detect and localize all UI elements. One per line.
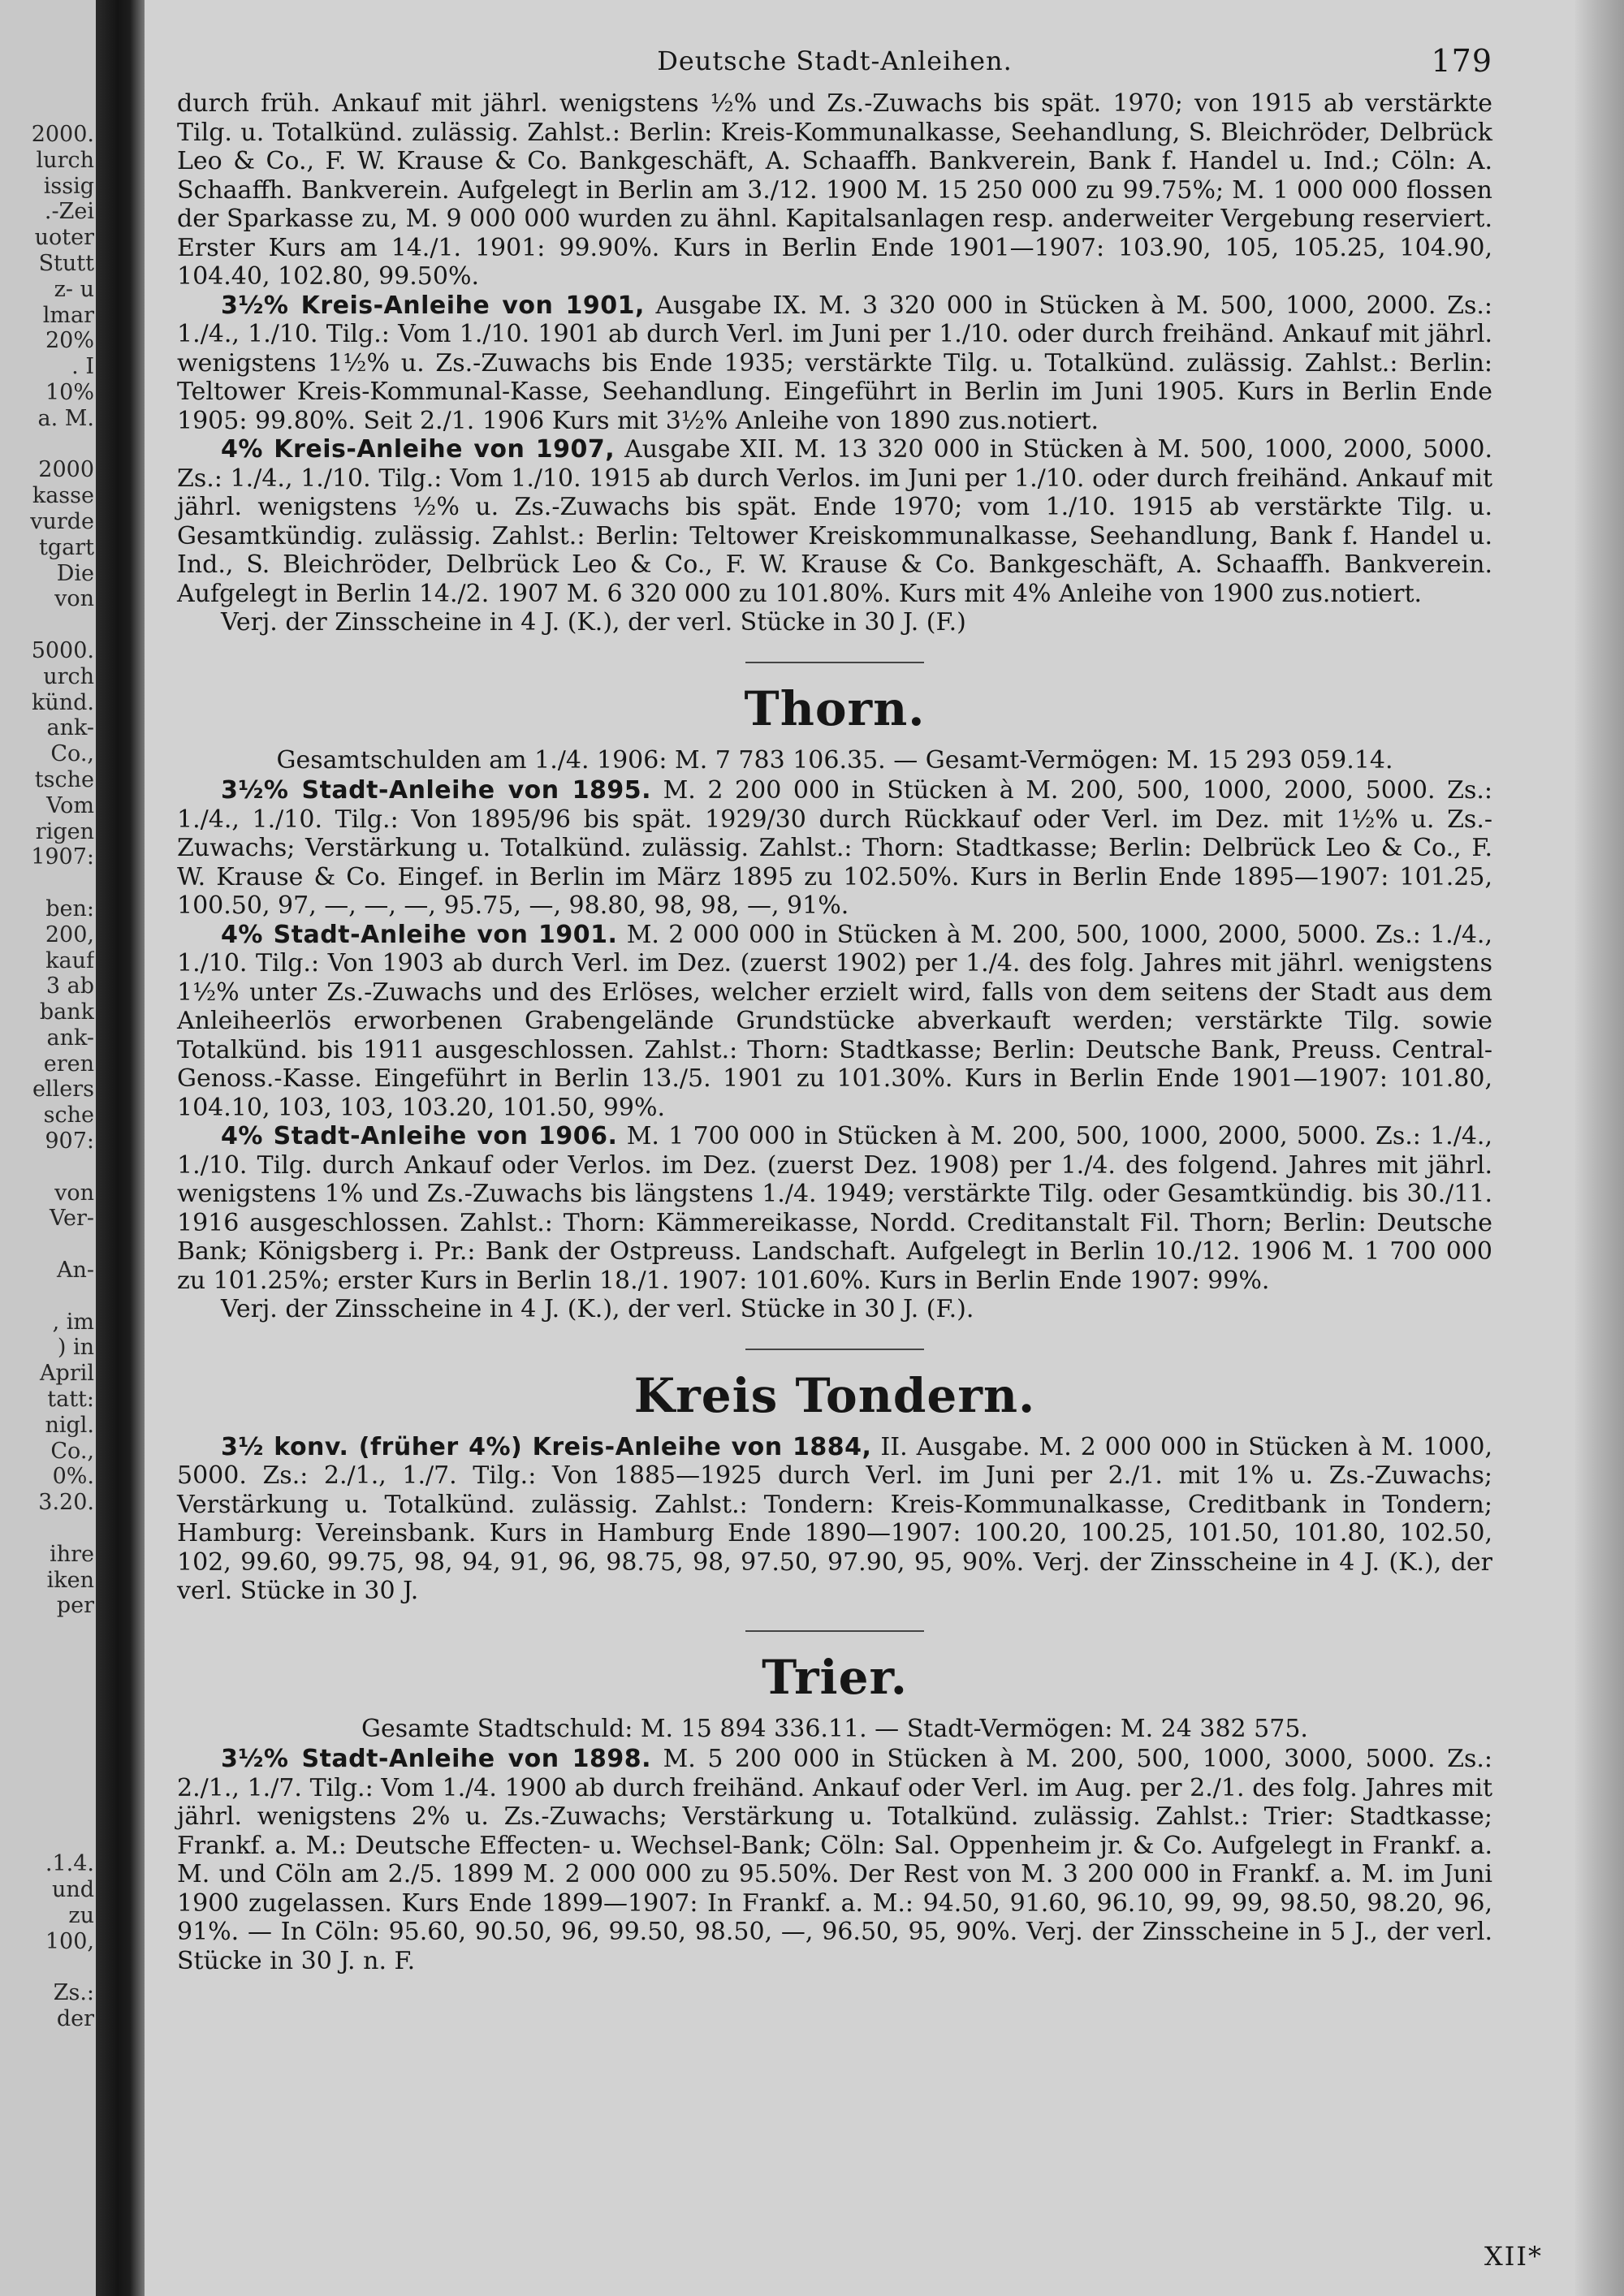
section-divider xyxy=(745,1630,924,1632)
left-page-fragment xyxy=(3,1645,94,1671)
left-page-fragment: sche xyxy=(43,1103,94,1129)
left-page-fragment xyxy=(3,1284,94,1310)
left-page-fragment: rigen xyxy=(35,818,94,844)
loan-text: M. 5 200 000 in Stücken à M. 200, 500, 1000, 3000, 5000. Zs.: 2./1., 1./7. Tilg.: Vom 1./4. 1900 ab durch freihänd. Ankauf oder Verl. im Aug. per 2./1. des folg. Jahres mit jährl. wenigstens 2% u. Zs.-Zuwachs; Verstärkung u. Totalkünd. zulässig. Zahlst.: Trier: Stadtkasse; Frankf. a. M.: Deutsche Effecten- u. Wechsel-Bank; Cöln: Sal. Oppenheim jr. & Co. Aufgelegt in Frankf. a. M. und Cöln am 2./5. 1899 M. 2 000 000 zu 95.50%. Der Rest von M. 3 200 000 in Frankf. a. M. im Juni 1900 zugelassen. Kurs Ende 1899—1907: In Frankf. a. M.: 94.50, 91.60, 96.10, 99, 99, 98.50, 98.20, 96, 91%. — In Cöln: 95.60, 90.50, 96, 99.50, 98.50, —, 96.50, 95, 90%. Verj. der Zinsscheine in 5 J., der verl. Stücke in 30 J. n. F. xyxy=(177,1745,1493,1975)
loan-title: 4% Stadt-Anleihe von 1906. xyxy=(221,1122,618,1150)
loan-title: 3½ konv. (früher 4%) Kreis-Anleihe von 1884, xyxy=(221,1432,872,1461)
left-page-fragment: issig xyxy=(43,173,94,199)
left-page-fragment: Zs.: xyxy=(53,1980,94,2006)
section-divider xyxy=(745,662,924,663)
left-page-fragment: Vom xyxy=(46,792,94,818)
left-page-fragment: ihre xyxy=(50,1541,94,1567)
left-page-fragment: und xyxy=(51,1877,94,1903)
left-page-fragment: tgart xyxy=(39,534,94,560)
left-page-fragment: ank- xyxy=(46,1025,94,1051)
running-head xyxy=(177,32,1492,89)
page-number: 179 xyxy=(1431,43,1492,79)
left-page-fragment: April xyxy=(40,1361,94,1387)
left-page-fragment: 3 ab xyxy=(45,973,94,999)
loan-text: M. 2 000 000 in Stücken à M. 200, 500, 1000, 2000, 5000. Zs.: 1./4., 1./10. Tilg.: Von 1903 ab durch Verl. im Dez. (zuerst 1902) per 1./4. des folg. Jahres mit jährl. wenigstens 1½% unter Zs.-Zuwachs und des Erlöses, welcher erzielt wird, falls von dem seitens der Stadt aus dem Anleiheerlös erworbenen Grabengelände Grundstücke abverkauft werden; verstärkte Tilg. sowie Totalkünd. bis 1911 ausgeschlossen. Zahlst.: Thorn: Stadtkasse; Berlin: Deutsche Bank, Preuss. Central-Genoss.-Kasse. Eingeführt in Berlin 13./5. 1901 zu 101.30%. Kurs in Berlin Ende 1901—1907: 101.80, 104.10, 103, 103, 103.20, 101.50, 99%. xyxy=(177,920,1492,1122)
section-heading-tondern: Kreis Tondern. xyxy=(633,1367,1036,1423)
left-page-fragment: 10% xyxy=(45,379,94,405)
left-page-fragment: 3.20. xyxy=(38,1490,94,1516)
left-page-fragment: Ver- xyxy=(49,1206,94,1232)
left-page-fragment: 1907: xyxy=(31,844,94,870)
loan-text: M. 2 200 000 in Stücken à M. 200, 500, 1000, 2000, 5000. Zs.: 1./4., 1./10. Tilg.: Von 1895/96 bis spät. 1929/30 durch Rückkauf oder Verl. im Dez. mit 1½% u. Zs.-Zuwachs; Verstärkung u. Totalkünd. zulässig. Zahlst.: Thorn: Stadtkasse; Berlin: Delbrück Leo & Co., F. W. Krause & Co. Eingef. in Berlin im März 1895 zu 102.50%. Kurs in Berlin Ende 1895—1907: 101.25, 100.50, 97, —, —, —, 95.75, —, 98.80, 98, 98, —, 91%. xyxy=(177,776,1493,920)
loan-entry xyxy=(177,1433,1492,1606)
loan-entry xyxy=(177,435,1492,608)
left-page-fragment: ) in xyxy=(57,1335,94,1361)
left-page-fragment xyxy=(3,1955,94,1981)
left-page-fragment: urch xyxy=(43,663,94,689)
loan-entry xyxy=(177,921,1492,1123)
loan-title: 3½% Stadt-Anleihe von 1898. xyxy=(221,1745,651,1773)
left-page-fragment: Co., xyxy=(50,741,94,767)
left-page-text-fragments xyxy=(3,122,94,2032)
left-page-fragment: Die xyxy=(56,560,94,586)
verjaehrung-note: Verj. der Zinsscheine in 4 J. (K.), der verl. Stücke in 30 J. (F.) xyxy=(221,608,966,637)
left-page-fragment xyxy=(3,1748,94,1774)
left-page-fragment: von xyxy=(54,1180,94,1206)
left-page-fragment: per xyxy=(56,1593,94,1619)
left-page-fragment: tsche xyxy=(34,766,94,792)
loan-entry xyxy=(177,1745,1492,1975)
loan-entry xyxy=(177,776,1492,921)
left-page-fragment: kasse xyxy=(32,483,94,509)
left-page-fragment xyxy=(3,432,94,458)
left-page-fragment: eren xyxy=(43,1051,94,1077)
left-page-fragment: Stutt xyxy=(38,250,94,276)
left-page-fragment: vurde xyxy=(30,508,94,534)
left-page-fragment: bank xyxy=(39,999,94,1025)
left-page-fragment: ellers xyxy=(32,1077,94,1103)
section-heading-trier: Trier. xyxy=(762,1649,908,1705)
left-page-fragment xyxy=(3,1619,94,1645)
loan-title: 4% Stadt-Anleihe von 1901. xyxy=(221,920,618,949)
left-page-fragment: 5000. xyxy=(31,637,94,663)
left-page-fragment: 100, xyxy=(45,1928,94,1954)
left-page-fragment: ben: xyxy=(45,896,94,921)
left-page-fragment: uoter xyxy=(34,225,94,251)
continued-entry: durch früh. Ankauf mit jährl. wenigstens ½% und Zs.-Zuwachs bis spät. 1970; von 1915 ab verstärkte Tilg. u. Totalkünd. zulässig. Zahlst.: Berlin: Kreis-Kommunalkasse, Seehandlung, S. Bleichröder, Delbrück Leo & Co., F. W. Krause & Co. Bankgeschäft, A. Schaaffh. Bankverein, Bank f. Handel u. Ind.; Cöln: A. Schaaffh. Bankverein. Aufgelegt in Berlin am 3./12. 1900 M. 15 250 000 zu 99.75%; M. 1 000 000 flossen der Sparkasse zu, M. 9 000 000 wurden zu ähnl. Kapitalsanlagen resp. anderweiter Vergebung reserviert. Erster Kurs am 14./1. 1901: 99.90%. Kurs in Berlin Ende 1901—1907: 103.90, 105, 105.25, 104.90, 104.40, 102.80, 99.50%. xyxy=(177,89,1492,291)
loan-title: 3½% Kreis-Anleihe von 1901, xyxy=(221,291,645,320)
loan-entry xyxy=(177,1122,1492,1295)
left-page-fragment: 200, xyxy=(45,921,94,947)
thorn-totals: Gesamtschulden am 1./4. 1906: M. 7 783 106.35. — Gesamt-Vermögen: M. 15 293 059.14. xyxy=(276,745,1393,775)
loan-text: Ausgabe IX. M. 3 320 000 in Stücken à M. 500, 1000, 2000. Zs.: 1./4., 1./10. Tilg.: Vom 1./10. 1901 ab durch Verl. im Juni per 1./10. oder durch freihänd. Ankauf mit jährl. wenigstens 1½% u. Zs.-Zuwachs bis Ende 1935; verstärkte Tilg. u. Totalkünd. zulässig. Zahlst.: Berlin: Teltower Kreis-Kommunal-Kasse, Seehandlung. Eingeführt in Berlin im Juni 1905. Kurs in Berlin Ende 1905: 99.80%. Seit 2./1. 1906 Kurs mit 3½% Anleihe von 1890 zus.notiert. xyxy=(177,291,1492,435)
loan-title: 4% Kreis-Anleihe von 1907, xyxy=(221,435,615,464)
left-page-fragment xyxy=(3,612,94,638)
left-page-fragment: . I xyxy=(71,354,94,380)
left-page-fragment: lurch xyxy=(36,147,94,173)
left-page-fragment xyxy=(3,1800,94,1826)
left-page-fragment: nigl. xyxy=(45,1412,94,1438)
trier-totals: Gesamte Stadtschuld: M. 15 894 336.11. — Stadt-Vermögen: M. 24 382 575. xyxy=(361,1714,1308,1743)
left-page-fragment: tatt: xyxy=(47,1387,94,1413)
verjaehrung-note: Verj. der Zinsscheine in 4 J. (K.), der verl. Stücke in 30 J. (F.). xyxy=(221,1295,974,1323)
left-page-fragment: ank- xyxy=(46,715,94,741)
page-edge-shadow xyxy=(1575,0,1624,2296)
left-page-fragment: 0%. xyxy=(52,1464,94,1490)
loan-entry xyxy=(177,291,1492,436)
loan-text: Ausgabe XII. M. 13 320 000 in Stücken à M. 500, 1000, 2000, 5000. Zs.: 1./4., 1./10. Tilg.: Vom 1./10. 1915 ab durch Verlos. im Juni per 1./10. oder durch freihänd. Ankauf mit jährl. wenigstens ½% u. Zs.-Zuwachs bis spät. Ende 1970; vom 1./10. 1915 ab verstärkte Tilg. u. Gesamtkündig. zulässig. Zahlst.: Berlin: Teltower Kreiskommunalkasse, Seehandlung, Bank f. Handel u. Ind., S. Bleichröder, Delbrück Leo & Co., F. W. Krause & Co. Bankgeschäft, A. Schaaffh. Bankverein. Aufgelegt in Berlin 14./2. 1907 M. 6 320 000 zu 101.80%. Kurs mit 4% Anleihe von 1900 zus.notiert. xyxy=(177,435,1492,608)
section-heading-thorn: Thorn. xyxy=(744,680,926,736)
left-page-fragment xyxy=(3,1722,94,1748)
left-page-fragment: von xyxy=(54,586,94,612)
left-page-fragment xyxy=(3,1826,94,1852)
left-page-fragment: 2000. xyxy=(31,122,94,147)
left-page-fragment xyxy=(3,1232,94,1258)
left-page-fragment: a. M. xyxy=(37,405,94,431)
left-page-fragment: .1.4. xyxy=(45,1851,94,1877)
left-page-fragment xyxy=(3,870,94,896)
left-page-fragment xyxy=(3,1154,94,1180)
left-page-fragment xyxy=(3,1697,94,1723)
book-gutter xyxy=(96,0,145,2296)
left-page-fragment: der xyxy=(56,2006,94,2032)
left-page-fragment: An- xyxy=(56,1258,94,1284)
left-page-fragment: z- u xyxy=(54,276,94,302)
loan-text: M. 1 700 000 in Stücken à M. 200, 500, 1000, 2000, 5000. Zs.: 1./4., 1./10. Tilg. durch Ankauf oder Verlos. im Dez. (zuerst Dez. 1908) per 1./4. des folgend. Jahres mit jährl. wenigstens 1% und Zs.-Zuwachs bis längstens 1./4. 1949; verstärkte Tilg. oder Gesamtkündig. bis 30./11. 1916 ausgeschlossen. Zahlst.: Thorn: Kämmereikasse, Nordd. Creditanstalt Fil. Thorn; Berlin: Deutsche Bank; Königsberg i. Pr.: Bank der Ostpreuss. Landschaft. Aufgelegt in Berlin 10./12. 1906 M. 1 700 000 zu 101.25%; erster Kurs in Berlin 18./1. 1907: 101.60%. Kurs in Berlin Ende 1907: 99%. xyxy=(177,1122,1492,1295)
running-head-title: Deutsche Stadt-Anleihen. xyxy=(657,45,1013,76)
section-divider xyxy=(745,1349,924,1350)
left-page-fragment: zu xyxy=(68,1902,94,1928)
left-page-fragment: 20% xyxy=(45,328,94,354)
left-page-edge xyxy=(0,0,96,2296)
left-page-fragment: 2000 xyxy=(38,457,94,483)
left-page-fragment xyxy=(3,1516,94,1542)
left-page-fragment xyxy=(3,1774,94,1800)
left-page-fragment: Co., xyxy=(50,1438,94,1464)
left-page-fragment: iken xyxy=(46,1567,94,1593)
left-page-fragment xyxy=(3,1671,94,1697)
left-page-fragment: lmar xyxy=(42,302,94,328)
left-page-fragment: kauf xyxy=(45,947,94,973)
page-content xyxy=(177,32,1492,1975)
left-page-fragment: .-Zei xyxy=(44,199,94,225)
printer-signature-mark: XII* xyxy=(1484,2241,1543,2272)
left-page-fragment: , im xyxy=(52,1309,94,1335)
left-page-fragment: künd. xyxy=(31,689,94,715)
loan-text: II. Ausgabe. M. 2 000 000 in Stücken à M. 1000, 5000. Zs.: 2./1., 1./7. Tilg.: Von 1885—1925 durch Verl. im Juni per 2./1. mit 1% u. Zs.-Zuwachs; Verstärkung u. Totalkünd. zulässig. Zahlst.: Tondern: Kreis-Kommunalkasse, Creditbank in Tondern; Hamburg: Vereinsbank. Kurs in Hamburg Ende 1890—1907: 100.20, 100.25, 101.50, 101.80, 102.50, 102, 99.60, 99.75, 98, 94, 91, 96, 98.75, 98, 97.50, 97.90, 95, 90%. Verj. der Zinsscheine in 4 J. (K.), der verl. Stücke in 30 J. xyxy=(177,1432,1492,1605)
loan-title: 3½% Stadt-Anleihe von 1895. xyxy=(221,776,651,805)
left-page-fragment: 907: xyxy=(45,1129,94,1154)
